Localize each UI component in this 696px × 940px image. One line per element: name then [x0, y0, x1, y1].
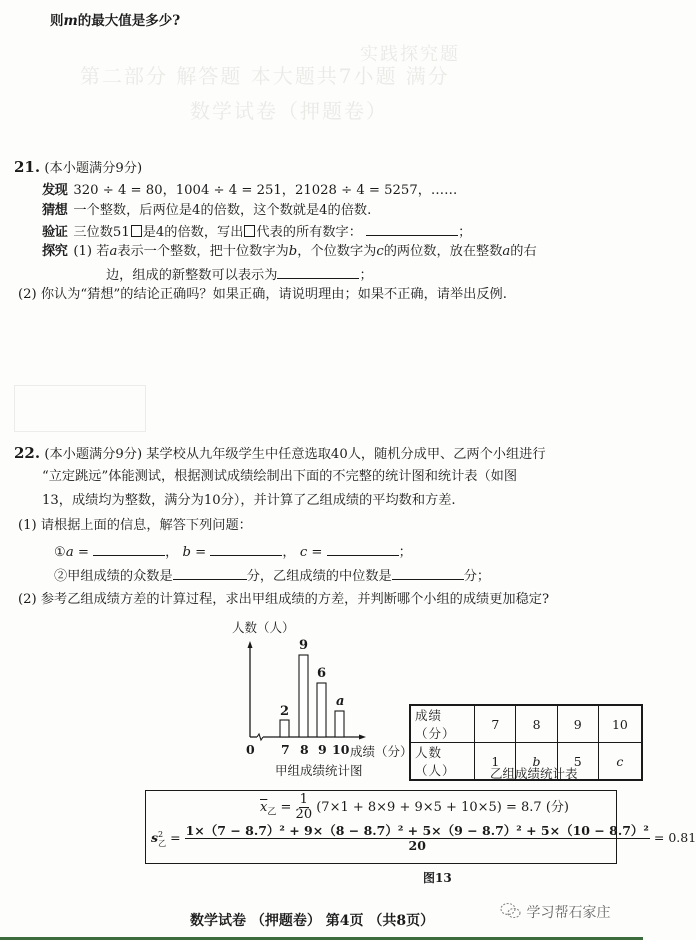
watermark-text: 学习帮石家庄 — [526, 905, 611, 921]
bar-value-label: a — [336, 694, 345, 709]
prev-question-tail: 则m的最大值是多少? — [50, 13, 181, 29]
watermark — [500, 902, 610, 922]
table-cell: 1 — [475, 743, 516, 781]
bleed-through-box — [14, 385, 146, 432]
variance-formula-box — [145, 790, 696, 864]
q22-intro-1: 22. (本小题满分9分) 某学校从九年级学生中任意选取40人，随机分成甲、乙两个小组进行 — [14, 444, 546, 462]
table-cell: c — [598, 743, 642, 781]
answer-blank[interactable] — [366, 222, 458, 236]
bleed-through-text: 第二部分 解答题 本大题共7小题 满分 — [80, 64, 450, 88]
bar-value-label: 6 — [317, 666, 327, 681]
answer-blank[interactable] — [277, 265, 359, 279]
answer-blank-median[interactable] — [392, 566, 464, 580]
wechat-icon — [500, 902, 522, 920]
q21-verify: 验证 三位数51 是4的倍数，写出 代表的所有数字： ； — [42, 222, 471, 242]
chart-title: 甲组成绩统计图 — [275, 763, 363, 778]
table-cell: 10 — [598, 705, 642, 743]
answer-blank-a[interactable] — [93, 542, 165, 556]
figure-caption: 图13 — [423, 871, 452, 885]
q22-sub1: ①a = ， b = ， c = ； — [54, 542, 412, 562]
mean-formula: $\overline{x}_乙$ = $\frac{1}{20}$ (7×1 + 8×9 + 9×5 + 10×5) = 8.7 (分) — [260, 792, 569, 822]
answer-blank-b[interactable] — [210, 542, 282, 556]
q22-sub2: ②甲组成绩的众数是 分，乙组成绩的中位数是 分； — [54, 566, 490, 586]
bar-value-label: 2 — [280, 704, 290, 719]
page-footer: 数学试卷 （押题卷） 第4页 （共8页） — [190, 913, 435, 929]
q22-intro-3: 13，成绩均为整数，满分为10分），并计算了乙组成绩的平均数和方差. — [42, 493, 456, 508]
table-cell: b — [516, 743, 557, 781]
q21-score-note: (本小题满分9分) — [44, 161, 143, 176]
q21-explore-2: 边，组成的新整数可以表示为 ； — [106, 265, 373, 285]
table-cell: 7 — [475, 705, 516, 743]
q21-part2: (2) 你认为“猜想”的结论正确吗？如果正确，请说明理由；如果不正确，请举出反例. — [18, 287, 507, 302]
answer-blank-c[interactable] — [327, 542, 399, 556]
q21-discover: 发现 320 ÷ 4 = 80，1004 ÷ 4 = 251，21028 ÷ 4 = 5257，…… — [42, 183, 458, 198]
origin-label: 0 — [246, 742, 255, 757]
x-tick-label: 7 — [281, 742, 290, 757]
q21-explore-1: 探究 (1) 若a表示一个整数，把十位数字为b，个位数字为c的两位数，放在整数a的右 — [42, 244, 537, 259]
bar-value-label: 9 — [299, 638, 309, 653]
table-cell: 8 — [516, 705, 557, 743]
table-caption: 乙组成绩统计表 — [490, 766, 578, 781]
blank-box-icon — [131, 225, 142, 237]
q21-number: 21. — [14, 158, 41, 176]
answer-blank-mode[interactable] — [173, 566, 247, 580]
q22-intro-2: “立定跳远”体能测试，根据测试成绩绘制出下面的不完整的统计图和统计表（如图 — [42, 469, 518, 484]
x-tick-label: 9 — [318, 742, 327, 757]
bar-chart-jia — [230, 615, 430, 785]
q21-header — [14, 158, 142, 178]
table-header-row — [410, 705, 642, 743]
table-cell: 9 — [557, 705, 598, 743]
variance-formula: $s^2_乙$ = $\frac{\text{1×（7 − 8.7）² + 9×（8 − 8.7）² + 5×（9 − 8.7）² + 5×（10 − 8.7）²}}{20}$ = 0.81 — [151, 823, 696, 853]
q21-guess: 猜想 一个整数，后两位是4的倍数，这个数就是4的倍数. — [42, 203, 372, 218]
bleed-through-text: 实践探究题 — [360, 44, 460, 65]
x-tick-label: 10 — [332, 742, 350, 757]
x-axis-label: 成绩（分） — [350, 744, 413, 759]
bleed-through-text: 数学试卷（押题卷） — [190, 99, 388, 123]
blank-box-icon — [244, 225, 255, 237]
q22-number: 22. — [14, 444, 41, 462]
table-row-label: 人数（人） — [410, 743, 475, 781]
q22-part1-title: (1) 请根据上面的信息，解答下列问题： — [18, 518, 252, 533]
x-tick-label: 8 — [300, 742, 309, 757]
y-axis-label: 人数（人） — [232, 620, 295, 635]
table-header-label: 成绩（分） — [410, 705, 475, 743]
q22-part2: (2) 参考乙组成绩方差的计算过程，求出甲组成绩的方差，并判断哪个小组的成绩更加稳定? — [18, 592, 550, 607]
table-cell: 5 — [557, 743, 598, 781]
